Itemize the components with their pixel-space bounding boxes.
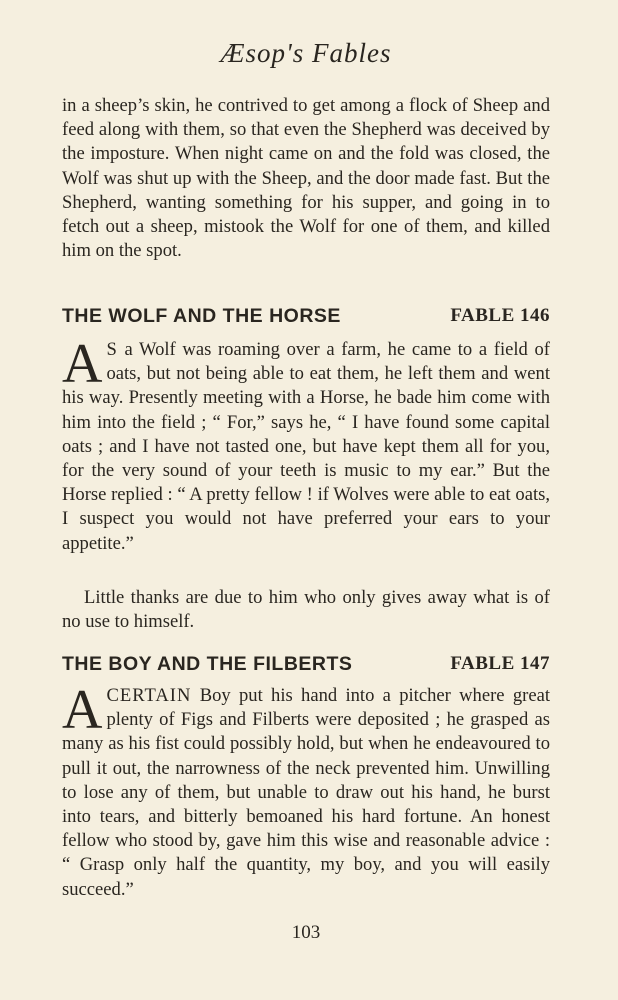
fable-moral: Little thanks are due to him who only gives away what is of no use to himself. — [62, 587, 550, 633]
fable-heading — [62, 653, 550, 679]
fable-body — [62, 333, 550, 556]
drop-cap: A — [62, 333, 103, 395]
fable-text: Boy put his hand into a pitcher where great plenty of Figs and Filberts were deposited ; he grasped as many as his fist could possibly hold, but when he endeavoured to pull it out, the narrowness of the neck prevented him. Unwilling to lose any of them, but unable to draw out his hand, he burst into tears, and bitterly bemoaned his hard fortune. An honest fellow who stood by, gave him this wise and reasonable advice : “ Grasp only half the quantity, my boy, and you will easily succeed.” — [62, 685, 550, 900]
fable-text: a Wolf was roaming over a farm, he came to a field of oats, but not being able to eat them, he left them and went his way. Presently meeting with a Horse, he bade him come with him into the field ; “ For,” says he, “ I have found some capital oats ; and I have not tasted one, but have kept them all for you, for the very sound of your teeth is music to my ear.” But the Horse replied : “ A pretty fellow ! if Wolves were able to eat oats, I suspect you would not have preferred your ears to your appetite.” — [62, 339, 550, 554]
opening-word: S — [106, 339, 118, 360]
running-head: Æsop's Fables — [220, 38, 392, 68]
drop-cap: A — [62, 679, 103, 741]
fable-title: THE WOLF AND THE HORSE — [62, 305, 341, 327]
fable-number: FABLE 146 — [450, 305, 550, 326]
fable-title: THE BOY AND THE FILBERTS — [62, 653, 353, 675]
fable-number: FABLE 147 — [450, 653, 550, 674]
page-number: 103 — [291, 922, 321, 943]
opening-word: CERTAIN — [106, 685, 192, 706]
fable-heading — [62, 305, 550, 331]
continuation-paragraph: in a sheep’s skin, he contrived to get among a flock of Sheep and feed along with them, so that even the Shepherd was deceived by the imposture. When night came on and the fold was closed, the Wolf was shut up with the Sheep, and the door made fast. But the Shepherd, wanting something for his supper, and going in to fetch out a sheep, mistook the Wolf for one of them, and killed him on the spot. — [62, 95, 550, 262]
fable-body — [62, 679, 550, 902]
